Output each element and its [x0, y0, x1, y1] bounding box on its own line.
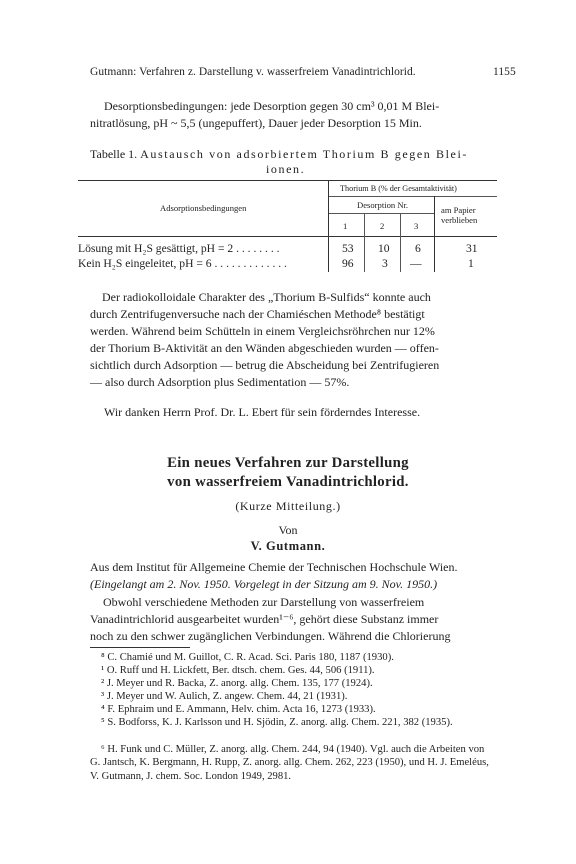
article-von: Von — [278, 523, 298, 537]
table-row-1-desorption-1: 53 — [342, 242, 354, 255]
running-head — [90, 66, 516, 78]
body-paragraph-line-2: durch Zentrifugenversuche nach der Chamiéschen Methode⁸ bestätigt — [90, 307, 425, 321]
table-header-paper-line-1: am Papier — [441, 205, 476, 215]
body-paragraph-line-1: Der radiokolloidale Charakter des „Thorium B-Sulfids“ konnte auch — [102, 290, 431, 304]
table-row-1-desorption-3: 6 — [415, 242, 421, 255]
footnote-3 — [101, 690, 347, 703]
table-caption-text: Austausch von adsorbiertem Thorium B gegen Blei- — [140, 147, 469, 161]
footnote-2 — [101, 677, 373, 690]
footnote-1 — [101, 664, 375, 677]
article-intro-line-1: Obwohl verschiedene Methoden zur Darstellung von wasserfreiem — [103, 595, 425, 609]
table-row-2-paper: 1 — [468, 257, 474, 270]
table-row-2-desorption-1: 96 — [342, 257, 354, 270]
table-header-paper-line-2: verblieben — [441, 215, 478, 225]
table-row-1-desorption-2: 10 — [378, 242, 390, 255]
footnote-4 — [101, 703, 376, 716]
table-header-desorption: Desorption Nr. — [357, 200, 409, 210]
article-subtitle: (Kurze Mitteilung.) — [235, 499, 341, 513]
desorption-conditions-line-2: nitratlösung, pH ~ 5,5 (ungepuffert), Dauer jeder Desorption 15 Min. — [90, 116, 422, 130]
footnote-6-mark: ⁶ — [101, 744, 105, 755]
table-row-1-condition: Lösung mit H₂S gesättigt, pH = 2 . . . . . . . . — [78, 242, 280, 255]
footnote-2-text: J. Meyer und R. Backa, Z. anorg. allg. Chem. 135, 177 (1924). — [106, 678, 373, 689]
footnote-5-text: S. Bodforss, K. J. Karlsson und H. Sjödin, Z. anorg. allg. Chem. 221, 382 (1935). — [107, 717, 453, 728]
table-row-2-desorption-2: 3 — [382, 257, 388, 270]
footnote-3-text: J. Meyer und W. Aulich, Z. angew. Chem. 44, 21 (1931). — [106, 691, 348, 702]
footnote-8-text: C. Chamié und M. Guillot, C. R. Acad. Sci. Paris 180, 1187 (1930). — [107, 652, 394, 663]
acknowledgement: Wir danken Herrn Prof. Dr. L. Ebert für sein förderndes Interesse. — [104, 405, 421, 419]
footnote-8-mark: ⁸ — [101, 652, 105, 663]
article-intro-line-2: Vanadintrichlorid ausgearbeitet wurden¹⁻⁶, gehört diese Substanz immer — [90, 612, 439, 626]
footnote-1-text: O. Ruff und H. Lickfett, Ber. dtsch. chem. Ges. 44, 506 (1911). — [106, 665, 375, 676]
table-desorption-rule — [329, 213, 434, 214]
footnote-8 — [101, 651, 394, 664]
table-caption-label: Tabelle 1. — [90, 147, 138, 161]
article-intro-line-3: noch zu den schwer zugänglichen Verbindungen. Während die Chlorierung — [90, 629, 451, 643]
table-header-paper — [441, 205, 477, 225]
table-header-conditions: Adsorptionsbedingungen — [160, 203, 247, 213]
table-header-desorption-2: 2 — [380, 221, 385, 231]
footnote-4-text: F. Ephraim und E. Ammann, Helv. chim. Acta 16, 1273 (1933). — [107, 704, 376, 715]
table-top-rule — [78, 180, 497, 181]
table-desorption-separator-2 — [400, 213, 401, 272]
table-row-2-condition: Kein H₂S eingeleitet, pH = 6 . . . . . . . . . . . . . — [78, 257, 287, 270]
table-header-group: Thorium B (% der Gesamtaktivität) — [340, 184, 457, 193]
table-header-desorption-3: 3 — [414, 221, 419, 231]
body-paragraph-line-6: — also durch Adsorption plus Sedimentation — 57%. — [90, 375, 350, 389]
article-title-line-2: von wasserfreiem Vanadintrichlorid. — [167, 474, 409, 490]
table-row-1-paper: 31 — [466, 242, 478, 255]
footnote-5-mark: ⁵ — [101, 717, 105, 728]
body-paragraph-line-3: werden. Während beim Schütteln in einem Vergleichsröhrchen nur 12% — [90, 324, 435, 338]
article-institute: Aus dem Institut für Allgemeine Chemie der Technischen Hochschule Wien. — [90, 560, 458, 574]
article-title-line-1: Ein neues Verfahren zur Darstellung — [167, 455, 409, 471]
page-number: 1155 — [493, 66, 516, 78]
table-header-desorption-1: 1 — [343, 221, 348, 231]
footnote-6 — [90, 743, 495, 783]
footnote-4-mark: ⁴ — [101, 704, 105, 715]
body-paragraph-line-5: sichtlich durch Adsorption — betrug die Abscheidung bei Zentrifugieren — [90, 358, 440, 372]
body-paragraph-line-4: der Thorium B-Aktivität an den Wänden abgeschieden wurden — offen- — [90, 341, 439, 355]
footnote-1-mark: ¹ — [101, 665, 105, 676]
table-group-rule — [329, 196, 497, 197]
table-paper-column-rule — [434, 196, 435, 272]
footnote-5 — [90, 716, 495, 729]
desorption-conditions-line-1: Desorptionsbedingungen: jede Desorption gegen 30 cm³ 0,01 M Blei- — [104, 99, 440, 113]
running-head-title: Gutmann: Verfahren z. Darstellung v. wasserfreiem Vanadintrichlorid. — [90, 66, 416, 78]
table-column-rule — [328, 180, 329, 272]
footnote-3-mark: ³ — [101, 691, 105, 702]
table-desorption-separator-1 — [364, 213, 365, 272]
table-caption-line-2: ionen. — [266, 162, 306, 176]
table-row-2-desorption-3: — — [410, 257, 422, 270]
article-received: (Eingelangt am 2. Nov. 1950. Vorgelegt in der Sitzung am 9. Nov. 1950.) — [90, 577, 438, 591]
footnote-6-text: H. Funk und C. Müller, Z. anorg. allg. Chem. 244, 94 (1940). Vgl. auch die Arbeiten von G. Jantsch, K. Bergmann, H. Rupp, Z. anorg. allg. Chem. 262, 223 (1950), und H. J. Emeléus, V. Gutmann, J. chem. Soc. London 1949, 2981. — [90, 744, 489, 782]
article-author: V. Gutmann. — [250, 539, 326, 553]
footnote-2-mark: ² — [101, 678, 105, 689]
footnote-rule — [90, 647, 190, 648]
